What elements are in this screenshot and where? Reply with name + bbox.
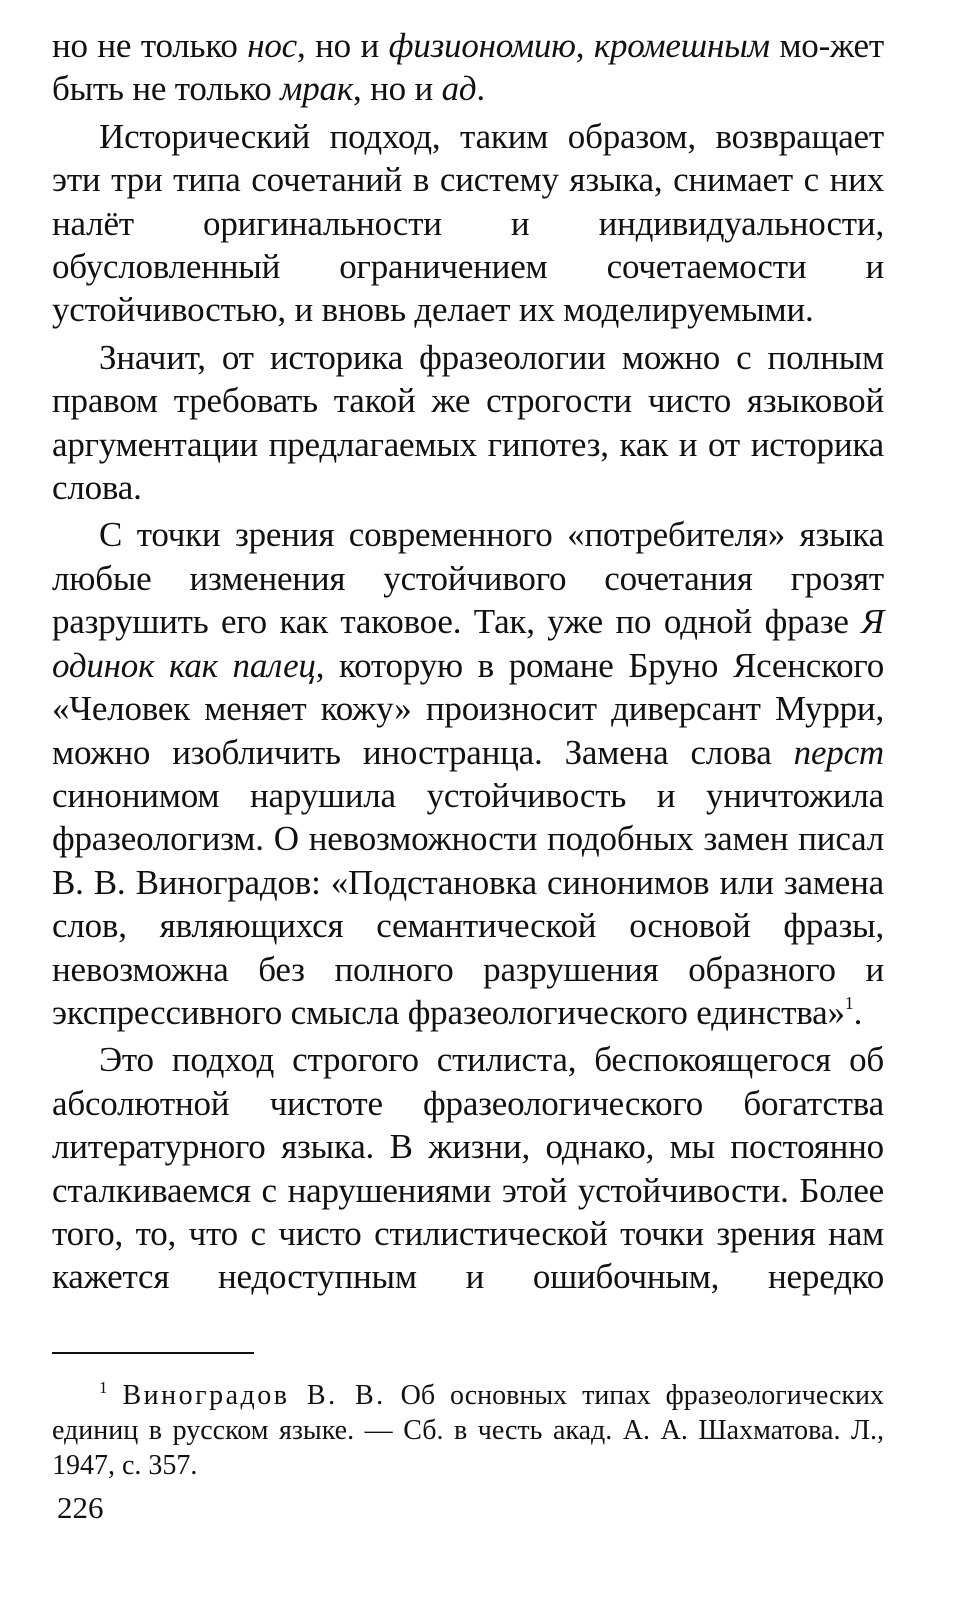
main-text [52,24,884,1303]
italic-word: ад [441,69,477,109]
italic-word: кромешным [593,26,770,65]
footnote-author: Виноградов В. В. [122,1380,386,1411]
page-number: 226 [57,1490,104,1525]
paragraph-2: Исторический подход, таким образом, возвращает эти три типа сочетаний в систему языка, снимает с них налёт оригинальности и индивидуальности, обусловленный ограничением сочетаемости и устойчивостью, и вновь делает их моделируемыми. [52,116,884,330]
footnote-divider [52,1352,254,1354]
footnote [52,1378,884,1483]
footnote-reference[interactable]: 1 [844,992,854,1013]
paragraph-5: Это подход строгого стилиста, беспокоящегося об абсолютной чистоте фразеологического богатства литературного языка. В жизни, однако, мы постоянно сталкиваемся с нарушениями этой устойчивости. Более того, то, что с чисто стилистической точки зрения нам кажется недоступным и ошибочным, нередко [52,1040,884,1297]
footnote-mark: 1 [99,1378,108,1397]
italic-word: нос [247,26,298,65]
italic-word: мрак [280,69,354,109]
paragraph-3: Значит, от историка фразеологии можно с полным правом требовать такой же строгости чисто языковой аргументации предлагаемых гипотез, как и от историка слова. [52,337,884,508]
italic-quote: Я одинок как палец [52,602,884,685]
italic-word: физиономию [388,26,576,65]
paragraph-4: С точки зрения современного «потребителя» языка любые изменения устойчивого сочетания грозят разрушить его как таковое. Так, уже по одной фразе Я одинок как палец, которую в романе Бруно Ясенского «Человек меняет кожу» произносит диверсант Мурри, можно изобличить иностранца. Замена слова перст синонимом нарушила устойчивость и уничтожила фразеологизм. О невозможности подобных замен писал В. В. Виноградов: «Подстановка синонимов или замена слов, являющихся семантической основой фразы, невозможна без полного разрушения образного и экспрессивного смысла фразеологического единства»$^1$. [52,515,884,1032]
paragraph-1: но не только нос, но и физиономию, кромешным мо-жет быть не только мрак, но и ад. [52,26,884,109]
footnote-text: Об основных типах фразеологических единиц в русском языке. — Сб. в честь акад. А. А. Шахматова. Л., 1947, с. 357. [52,1380,884,1481]
italic-word: перст [793,732,884,772]
